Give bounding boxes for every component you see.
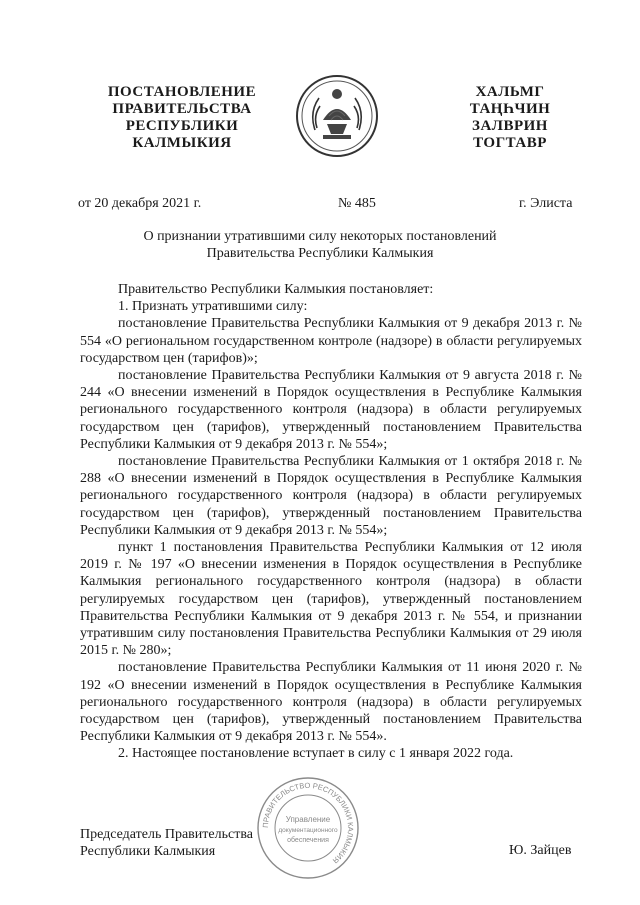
document-number: № 485 xyxy=(338,196,376,211)
header-right-line: ЗАЛВРИН xyxy=(472,118,548,134)
header-left-line: ПРАВИТЕЛЬСТВА xyxy=(112,101,252,117)
signatory-title-line: Председатель Правительства xyxy=(80,827,253,842)
body-paragraph: постановление Правительства Республики Калмыкия от 1 октября 2018 г. № 288 «О внесении изменений в Порядок осуществления в Республике Калмыкия регионального государственного контроля (надзора) в области регулируемых государством цен (тарифов), утвержденный постановлением Правительства Республики Калмыкия от 9 декабря 2013 г. № 554»; xyxy=(80,454,582,538)
body-paragraph: пункт 1 постановления Правительства Республики Калмыкия от 12 июля 2019 г. № 197 «О внесении изменения в Порядок осуществления в Республике Калмыкия регионального государственного контроля (надзора) в области регулируемых государством цен (тарифов), утвержденный постановлением Правительства Республики Калмыкия от 9 декабря 2013 г. № 554, и признании утратившим силу постановления Правительства Республики Калмыкия от 29 июля 2015 г. № 280»; xyxy=(80,540,582,659)
header-left-line: ПОСТАНОВЛЕНИЕ xyxy=(107,84,257,100)
stamp-ring-textpath: ПРАВИТЕЛЬСТВО РЕСПУБЛИКИ КАЛМЫКИЯ xyxy=(260,780,356,866)
header-left-title xyxy=(92,84,272,152)
stamp-center-line: документационного xyxy=(278,827,338,834)
stamp-center-line: Управление xyxy=(285,815,331,824)
official-stamp xyxy=(254,774,362,882)
header-right-line: ХАЛЬМГ xyxy=(475,84,545,100)
body-paragraph: постановление Правительства Республики Калмыкия от 9 декабря 2013 г. № 554 «О региональном государственном контроле (надзоре) в области регулируемых государством цен (тарифов)»; xyxy=(80,316,582,366)
signatory-title-line: Республики Калмыкия xyxy=(80,844,216,859)
document-title xyxy=(120,228,520,262)
body-paragraph: 2. Настоящее постановление вступает в силу с 1 января 2022 года. xyxy=(118,746,514,762)
signatory-name: Ю. Зайцев xyxy=(509,843,572,858)
document-date: от 20 декабря 2021 г. xyxy=(78,196,202,211)
kalmykia-emblem-icon xyxy=(293,72,381,160)
signatory-title xyxy=(80,826,253,860)
document-title-line: Правительства Республики Калмыкия xyxy=(206,246,434,261)
document-title-line: О признании утратившими силу некоторых постановлений xyxy=(143,229,497,244)
header-right-line: ТОГТАВР xyxy=(473,135,547,151)
body-paragraph: 1. Признать утратившими силу: xyxy=(118,299,308,315)
header-left-line: КАЛМЫКИЯ xyxy=(132,135,232,151)
body-paragraph: постановление Правительства Республики Калмыкия от 11 июня 2020 г. № 192 «О внесении изменений в Порядок осуществления в Республике Калмыкия регионального государственного контроля (надзора) в области регулируемых государством цен (тарифов), утвержденный постановлением Правительства Республики Калмыкия от 9 декабря 2013 г. № 554». xyxy=(80,660,582,745)
body-paragraph: постановление Правительства Республики Калмыкия от 9 августа 2018 г. № 244 «О внесении изменений в Порядок осуществления в Республике Калмыкия регионального государственного контроля (надзора) в области регулируемых государством цен (тарифов), утвержденный постановлением Правительства Республики Калмыкия от 9 декабря 2013 г. № 554»; xyxy=(80,368,582,452)
header-right-line: ТАҢҺЧИН xyxy=(469,101,551,117)
header-left-line: РЕСПУБЛИКИ xyxy=(125,118,239,134)
header-right-title xyxy=(455,84,565,152)
body-paragraph: Правительство Республики Калмыкия постановляет: xyxy=(118,282,434,297)
document-city: г. Элиста xyxy=(519,196,573,211)
stamp-center-line: обеспечения xyxy=(287,837,329,844)
document-body xyxy=(80,281,582,763)
